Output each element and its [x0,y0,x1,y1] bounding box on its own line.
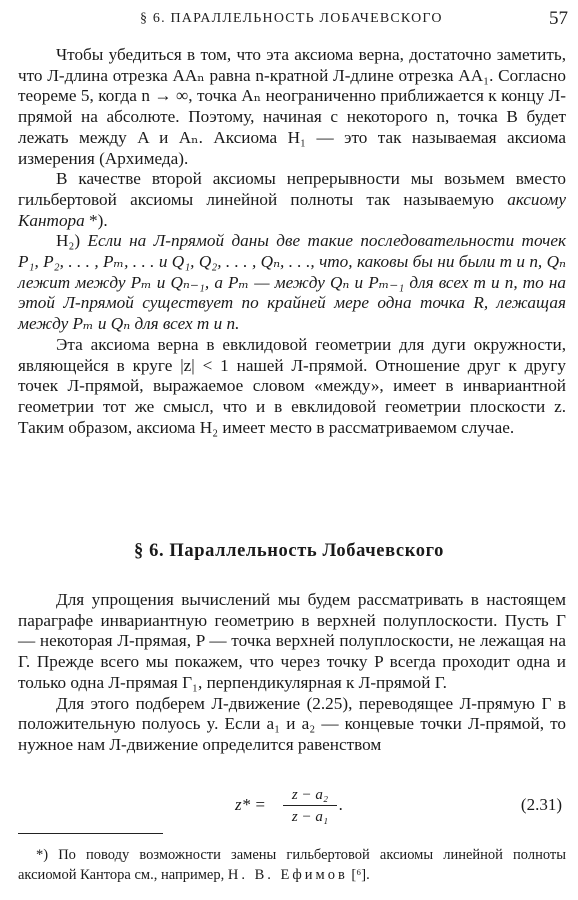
axiom-h2-label: H₂) [56,231,88,251]
footnote-author: Н. В. Ефимов [227,867,348,883]
paragraph-2-start: В качестве второй аксиомы непрерывности мы возьмем вместо гильбертовой аксиомы линейной полноты так называемую [18,169,566,209]
running-header [0,8,578,30]
paragraph-2-end: *). [84,210,108,230]
footnote-rule [18,833,163,834]
footnote-text: *) По поводу возможности замены гильбертовой аксиомы линейной полноты аксиомой Кантора см., например, [18,847,566,883]
header-title: § 6. ПАРАЛЛЕЛЬНОСТЬ ЛОБАЧЕВСКОГО [140,11,443,26]
paragraph-1: Чтобы убедиться в том, что эта аксиома верна, достаточно заметить, что Л-длина отрезка AAₙ равна n-кратной Л-длине отрезка AA₁. Согласно теореме 5, когда n → ∞, точка Aₙ неограниченно приближается к концу Л-прямой на абсолюте. Поэтому, начиная с некоторого n, точка B будет лежать между A и Aₙ. Аксиома H₁ — это так называемая аксиома измерения (Архимеда). [18,45,566,168]
section-title: § 6. Параллельность Лобачевского [134,541,444,561]
fraction-bar [283,805,337,806]
text-block-bottom [18,590,566,756]
formula-fraction [283,786,337,826]
axiom-h2-text: Если на Л-прямой даны две такие последовательности точек P₁, P₂, . . . , Pₘ, . . . и Q₁, Q₂, . . . , Qₙ, . . ., что, каковы бы ни были m и n, Qₙ лежит между Pₘ и Qₙ₋₁, а Pₘ — между Qₙ и Pₘ₋₁ для всех m и n, то на этой Л-прямой существует по крайней мере одна точка R, лежащая между Pₘ и Qₙ для всех m и n. [18,231,566,334]
formula-lhs: z* = [235,795,266,814]
footnote [18,845,566,885]
text-block-top [18,45,566,438]
paragraph-3: Эта аксиома верна в евклидовой геометрии для дуги окружности, являющейся в круге |z| < 1 нашей Л-прямой. Отношение друг к другу точек Л-прямой, выражаемое словом «между», имеет в инвариантной геометрии тот же смысл, что и в евклидовой геометрии плоскости z. Таким образом, аксиома H₂ имеет место в рассматриваемом случае. [18,334,566,437]
footnote-ref: [⁶]. [347,867,370,883]
footnote-paragraph [18,845,566,885]
paragraph-5: Для этого подберем Л-движение (2.25), переводящее Л-прямую Γ в положительную полуось y. Если a₁ и a₂ — концевые точки Л-прямой, то нужное нам Л-движение определится равенством [18,693,566,754]
page-number: 57 [549,8,568,29]
axiom-h2 [18,231,566,335]
formula-numerator: z − a₂ [291,787,329,803]
paragraph-4: Для упрощения вычислений мы будем рассматривать в настоящем параграфе инвариантную геометрию в верхней полуплоскости. Пусть Γ — некоторая Л-прямая, P — точка верхней полуплоскости, не лежащая на Γ. Прежде всего мы покажем, что через точку P всегда проходит одна и только одна Л-прямая Γ₁, перпендикулярная к Л-прямой Γ. [18,590,566,692]
formula-denominator: z − a₁ [291,809,329,825]
equation-number: (2.31) [520,795,562,814]
paragraph-2 [18,169,566,231]
cantor-axiom-term: аксиому Кантора [18,189,566,230]
formula-end: . [339,795,344,814]
